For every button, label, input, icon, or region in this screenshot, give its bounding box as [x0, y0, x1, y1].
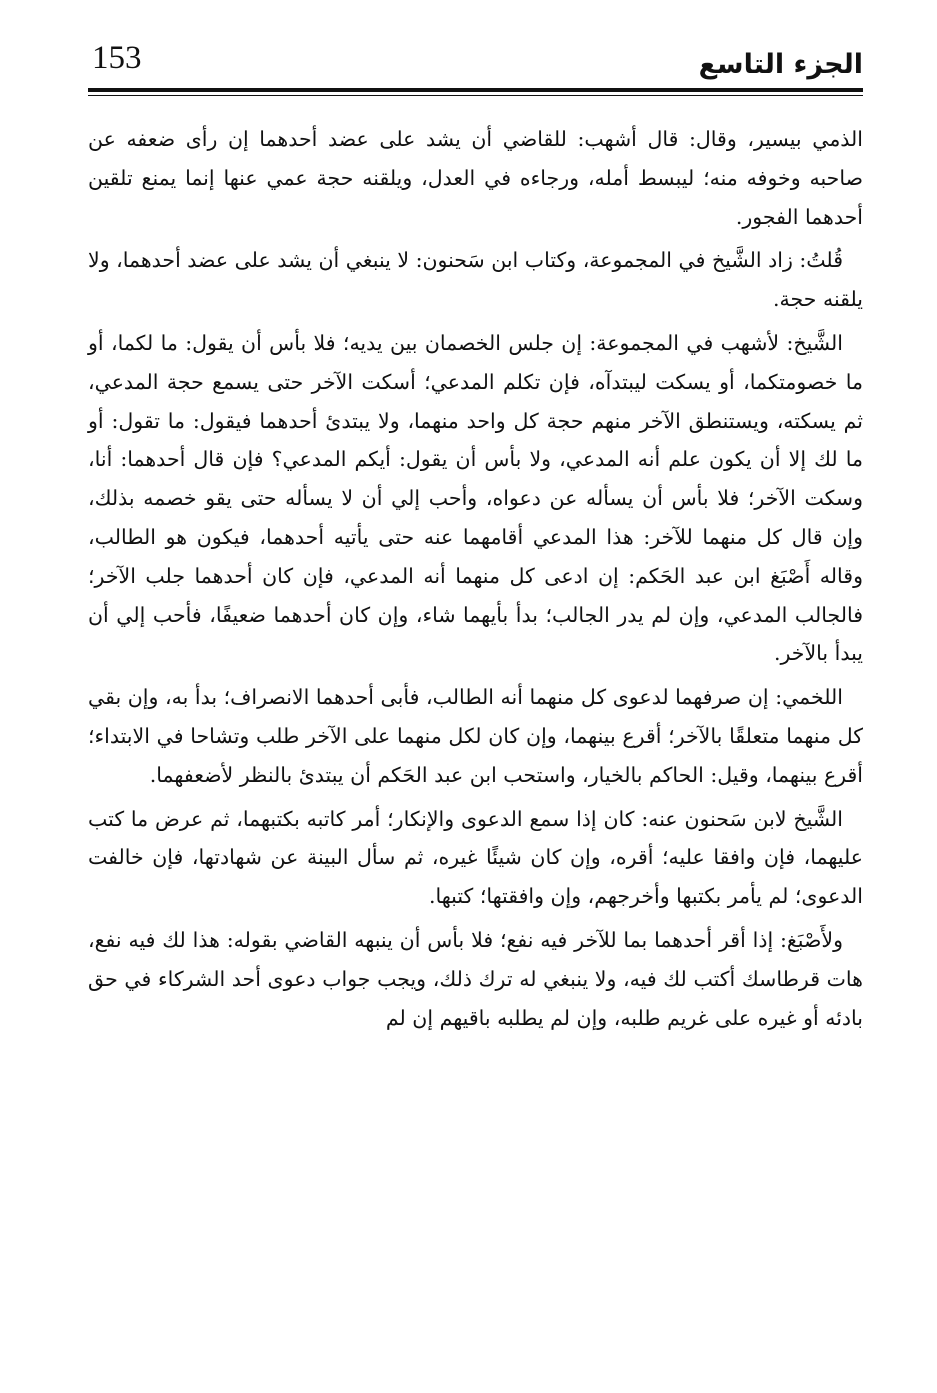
paragraph: الشَّيخ: لأشهب في المجموعة: إن جلس الخصمان بين يديه؛ فلا بأس أن يقول: ما لكما، أو ما خصومتكما، أو يسكت ليبتدآه، فإن تكلم المدعي؛ أسكت الآخر حتى يسمع حجة المدعي، ثم يسكته، ويستنطق الآخر منهم حجة كل واحد منهما، ولا يبتدئ أحدهما فيقول: ما تقول: أو ما لك إلا أن يكون علم أنه المدعي، ولا بأس أن يقول: أيكم المدعي؟ فإن قال أحدهما: أنا، وسكت الآخر؛ فلا بأس أن يسأله عن دعواه، وأحب إلي أن لا يسأله حتى يقو خصمه بذلك، وإن قال كل منهما للآخر: هذا المدعي أقامهما عنه حتى يأتيه أحدهما، فيكون هو الطالب، وقاله أَصْبَغ ابن عبد الحَكم: إن ادعى كل منهما أنه المدعي، فإن كان أحدهما جلب الآخر؛ فالجالب المدعي، وإن لم يدر الجالب؛ بدأ بأيهما شاء، وإن كان أحدهما ضعيفًا، فأحب إلي أن يبدأ بالآخر.	[88, 330, 863, 666]
paragraph: قُلتُ: زاد الشَّيخ في المجموعة، وكتاب ابن سَحنون: لا ينبغي أن يشد على عضد أحدهما، ولا يلقنه حجة.	[88, 248, 863, 312]
header-rule-thin	[88, 95, 863, 96]
running-title: الجزء التاسع	[698, 49, 863, 80]
page-header	[88, 38, 863, 86]
paragraph: الشَّيخ لابن سَحنون عنه: كان إذا سمع الدعوى والإنكار؛ أمر كاتبه بكتبهما، ثم عرض ما كتب عليهما، فإن وافقا عليه؛ أقره، وإن كان شيئًا غيره، ثم سأل البينة عن شهادتها، فإن خالفت الدعوى؛ لم يأمر بكتبها وأخرجهم، وإن وافقتها؛ كتبها.	[88, 806, 863, 909]
paragraph: ولأَصْبَغ: إذا أقر أحدهما بما للآخر فيه نفع؛ فلا بأس أن ينبهه القاضي بقوله: هذا لك فيه نفع، هات قرطاسك أكتب لك فيه، ولا ينبغي له ترك ذلك، ويجب جواب دعوى أحد الشركاء في حق بادئه أو غيره على غريم طلبه، وإن لم يطلبه باقيهم إن لم	[88, 927, 863, 1030]
header-rule-thick	[88, 88, 863, 92]
paragraph: الذمي بيسير، وقال: قال أشهب: للقاضي أن يشد على عضد أحدهما إن رأى ضعفه عن صاحبه وخوفه منه؛ ليبسط أمله، ورجاءه في العدل، ويلقنه حجة عمي عنها إنما يمنع تلقين أحدهما الفجور.	[88, 127, 863, 229]
paragraph: اللخمي: إن صرفهما لدعوى كل منهما أنه الطالب، فأبى أحدهما الانصراف؛ بدأ به، وإن بقي كل منهما متعلقًا بالآخر؛ أقرع بينهما، وإن كان لكل منهما على الآخر طلب وتشاحا في الابتداء؛ أقرع بينهما، وقيل: الحاكم بالخيار، واستحب ابن عبد الحَكم أن يبتدئ بالنظر لأضعفهما.	[88, 685, 863, 787]
page-number: 153	[92, 40, 142, 76]
book-page	[88, 38, 863, 1378]
page-body	[88, 120, 863, 1042]
